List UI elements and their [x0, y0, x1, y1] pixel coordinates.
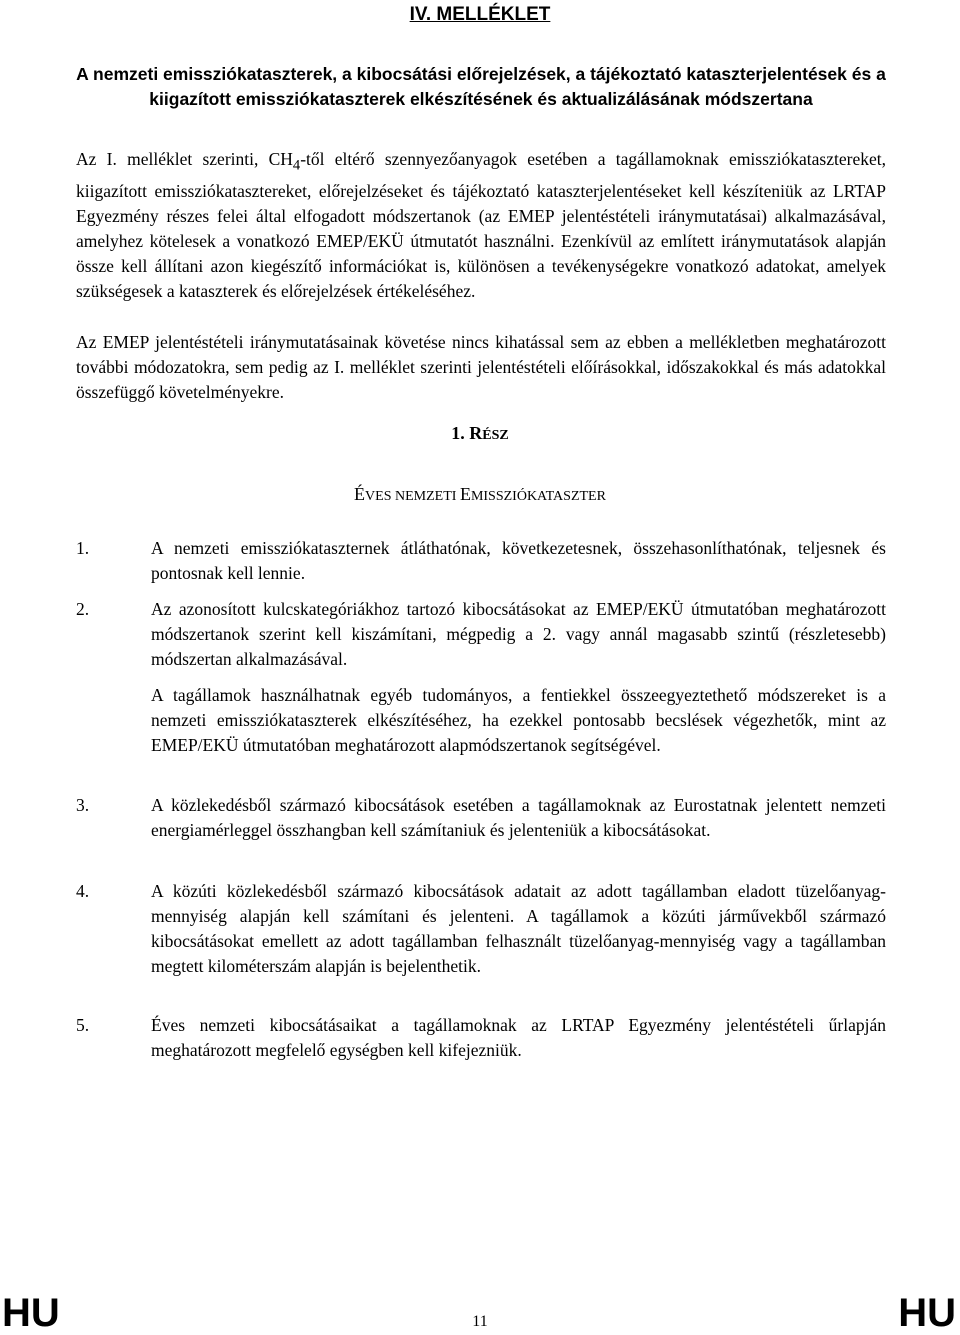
- part-heading-small: ÉSZ: [482, 428, 509, 443]
- section-heading-big-2: E: [459, 484, 471, 504]
- list-item-number: 4.: [76, 881, 90, 901]
- section-heading-big-1: É: [354, 484, 366, 504]
- part-heading: [0, 420, 960, 449]
- document-heading: A nemzeti emissziókataszterek, a kibocsátási előrejelzések, a tájékoztató kataszterjelentések és a kiigazított emissziókataszterek elkészítésének és aktualizálásának módszertana: [76, 64, 886, 109]
- footer-language-code-left: HU: [2, 1291, 60, 1335]
- page-number: 11: [472, 1313, 488, 1330]
- intro-p1-before: Az I. melléklet szerinti, CH: [76, 149, 293, 169]
- list-item-number: 2.: [76, 599, 90, 619]
- intro-p1-subscript: 4: [292, 157, 301, 174]
- annex-title-text: IV. MELLÉKLET: [409, 4, 551, 25]
- list-item-text: Éves nemzeti kibocsátásaikat a tagállamoknak az LRTAP Egyezmény jelentéstételi űrlapján meghatározott megfelelő egységben kell kifejezniük.: [151, 1015, 886, 1060]
- section-heading-small-2: MISSZIÓKATASZTER: [470, 489, 606, 504]
- list-item-continuation-text: A tagállamok használhatnak egyéb tudományos, a fentiekkel összeegyeztethető módszereket is a nemzeti emissziókataszterek elkészítéséhez, ha ezekkel pontosabb becslések végezhetők, mint az EMEP/EKÜ útmutatóban meghatározott alapmódszertanok segítségével.: [151, 685, 886, 755]
- intro-paragraph-1: [76, 147, 886, 304]
- list-item-text: Az azonosított kulcskategóriákhoz tartozó kibocsátásokat az EMEP/EKÜ útmutatóban meghatározott módszertanok szerint kell kiszámítani, mégpedig a 2. vagy annál magasabb szintű (részletesebb) módszertan alkalmazásával.: [151, 599, 886, 669]
- part-heading-big: 1. R: [451, 423, 483, 443]
- footer-language-code-right: HU: [898, 1291, 956, 1335]
- annex-title: [0, 2, 960, 28]
- list-item-text: A közúti közlekedésből származó kibocsátások adatait az adott tagállamban eladott tüzelőanyag-mennyiség alapján kell számítani és jelenteni. A tagállamok a közúti járművekből származó kibocsátásokat emellett az adott tagállamban felhasznált tüzelőanyag-mennyiség vagy a tagállamban megtett kilométerszám alapján is bejelenthetik.: [151, 881, 886, 976]
- list-item-text: A nemzeti emissziókataszternek átláthatónak, következetesnek, összehasonlíthatónak, teljesnek és pontosnak kell lennie.: [151, 538, 886, 583]
- intro-p1-after: -től eltérő szennyezőanyagok esetében a tagállamoknak emissziókatasztereket, kiigazított emissziókatasztereket, előrejelzéseket és tájékoztató kataszterjelentéseket kell készíteniük az LRTAP Egyezmény részes felei által elfogadott módszertanok (az EMEP jelentéstételi iránymutatásai) alkalmazásával, amelyhez kötelesek a vonatkozó EMEP/EKÜ útmutatót használni. Ezenkívül az említett iránymutatások alapján össze kell állítani azon kiegészítő információkat is, különösen a tevékenységekre vonatkozó adatokat, amelyek szükségesek a kataszterek és előrejelzések értékeléséhez.: [76, 149, 886, 301]
- list-item-number: 3.: [76, 795, 90, 815]
- section-heading: [0, 481, 960, 510]
- intro-paragraph-2: Az EMEP jelentéstételi iránymutatásainak követése nincs kihatással sem az ebben a mellékletben meghatározott további módozatokra, sem pedig az I. melléklet szerinti jelentéstételi előírásokkal, időszakokkal és más adatokkal összefüggő követelményekre.: [76, 332, 886, 402]
- list-item-text: A közlekedésből származó kibocsátások esetében a tagállamoknak az Eurostatnak jelentett nemzeti energiamérleggel összhangban kell számítaniuk és jelenteniük a kibocsátásokat.: [151, 795, 886, 840]
- list-item-number: 1.: [76, 538, 90, 558]
- list-item-number: 5.: [76, 1015, 90, 1035]
- section-heading-small-1: VES NEMZETI: [365, 489, 460, 504]
